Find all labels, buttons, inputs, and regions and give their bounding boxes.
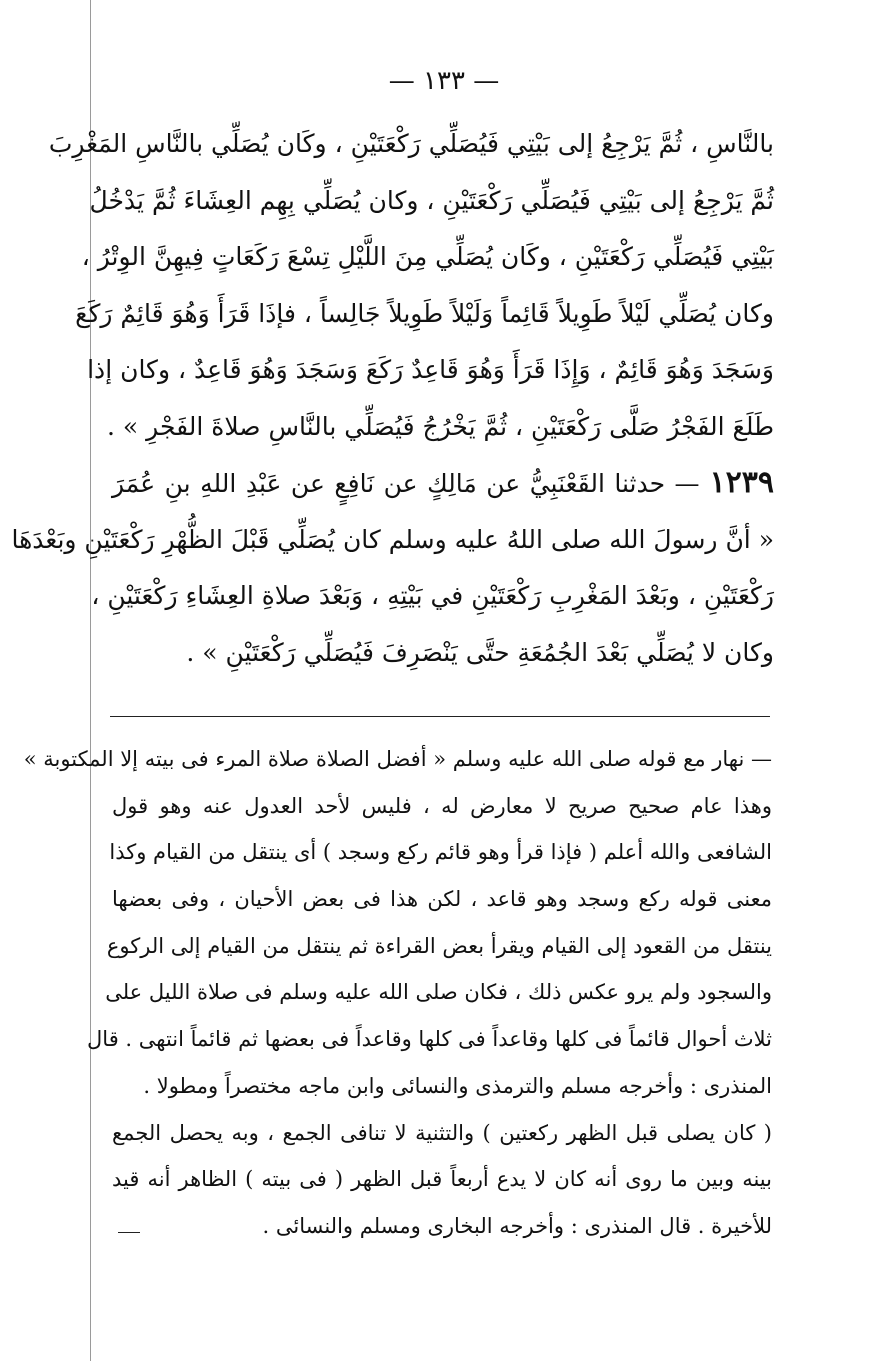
main-text-line: بالنَّاسِ ، ثُمَّ يَرْجِعُ إلى بَيْتِي فَيُصَلِّي رَكْعَتَيْنِ ، وكَان يُصَلِّي بالنَّاسِ المَغْرِبَ [48, 129, 774, 158]
main-text-block [11, 116, 774, 681]
hadith-text-line: « أنَّ رسولَ الله صلى اللهُ عليه وسلم كان يُصَلِّي قَبْلَ الظُّهْرِ رَكْعَتَيْنِ وبَعْدَهَا [11, 524, 774, 554]
footnote-line: ( كان يصلى قبل الظهر ركعتين ) والتثنية لا تنافى الجمع ، وبه يحصل الجمع [112, 1120, 772, 1145]
hadith-text-line: رَكْعَتَيْنِ ، وبَعْدَ المَغْرِبِ رَكْعَتَيْنِ في بَيْتِهِ ، وَبَعْدَ صلاةِ العِشَاءِ رَكْعَتَيْنِ ، [91, 581, 774, 610]
hadith-text-line: وكان لا يُصَلِّي بَعْدَ الجُمُعَةِ حتَّى يَنْصَرِفَ فَيُصَلِّي رَكْعَتَيْنِ » . [186, 637, 774, 667]
footnote-line: للأخيرة . قال المنذرى : وأخرجه البخارى ومسلم والنسائى . [262, 1213, 772, 1238]
hadith-heading-line [112, 455, 774, 512]
footnote-line: وهذا عام صحيح صريح لا معارض له ، فليس لأحد العدول عنه وهو قول [112, 793, 772, 818]
main-text-line: ثُمَّ يَرْجِعُ إلى بَيْتِي فَيُصَلِّي رَكْعَتَيْنِ ، وكان يُصَلِّي بِهِم العِشَاءَ ثُمَّ يَدْخُلُ [89, 185, 774, 215]
footnote-line: والسجود ولم يرو عكس ذلك ، فكان صلى الله عليه وسلم فى صلاة الليل على [105, 980, 772, 1005]
main-text-line: وكان يُصَلِّي لَيْلاً طَوِيلاً قَائِماً وَلَيْلاً طَوِيلاً جَالِساً ، فإذَا قَرَأَ وَهُوَ قَائِمٌ رَكَعَ [75, 298, 774, 328]
main-text-line: وَسَجَدَ وَهُوَ قَائِمٌ ، وَإِذَا قَرَأَ وَهُوَ قَاعِدٌ رَكَعَ وَسَجَدَ وَهُوَ قَاعِدٌ ، وكان إذا [87, 355, 774, 384]
footnote-line: معنى قوله ركع وسجد وهو قاعد ، لكن هذا فى بعض الأحيان ، وفى بعضها [112, 887, 772, 912]
page-number: — ١٣٣ — [388, 66, 500, 96]
hadith-isnad: — حدثنا القَعْنَبِيُّ عن مَالِكٍ عن نَافِعٍ عن عَبْدِ اللهِ بنِ عُمَرَ [112, 469, 700, 498]
footnote-line: ينتقل من القعود إلى القيام ويقرأ بعض القراءة ثم ينتقل من القيام إلى الركوع [106, 933, 772, 958]
main-text-line: بَيْتِي فَيُصَلِّي رَكْعَتَيْنِ ، وكَان يُصَلِّي مِنَ اللَّيْلِ تِسْعَ رَكَعَاتٍ فِيهِنَّ الوِتْرُ ، [81, 242, 774, 271]
continuation-dash [118, 1232, 140, 1233]
footnote-line: بينه وبين ما روى أنه كان لا يدع أربعاً قبل الظهر ( فى بيته ) الظاهر أنه قيد [112, 1167, 772, 1192]
hadith-number: ١٢٣٩ [709, 465, 774, 500]
footnotes-block [23, 736, 772, 1250]
footnote-line: ثلاث أحوال قائماً فى كلها وقاعداً فى كلها وقاعداً فى بعضها ثم قائماً انتهى . قال [87, 1027, 772, 1052]
main-text-line: طَلَعَ الفَجْرُ صَلَّى رَكْعَتَيْنِ ، ثُمَّ يَخْرُجُ فَيُصَلِّي بالنَّاسِ صلاةَ الفَجْرِ » . [107, 411, 774, 441]
footnote-line: — نهار مع قوله صلى الله عليه وسلم « أفضل الصلاة صلاة المرء فى بيته إلا المكتوبة » [23, 747, 772, 771]
footnote-line: الشافعى والله أعلم ( فإذا قرأ وهو قائم ركع وسجد ) أى ينتقل من القيام وكذا [109, 840, 772, 865]
footnote-divider [110, 716, 770, 717]
footnote-line: المنذرى : وأخرجه مسلم والترمذى والنسائى وابن ماجه مختصراً ومطولا . [143, 1073, 772, 1098]
